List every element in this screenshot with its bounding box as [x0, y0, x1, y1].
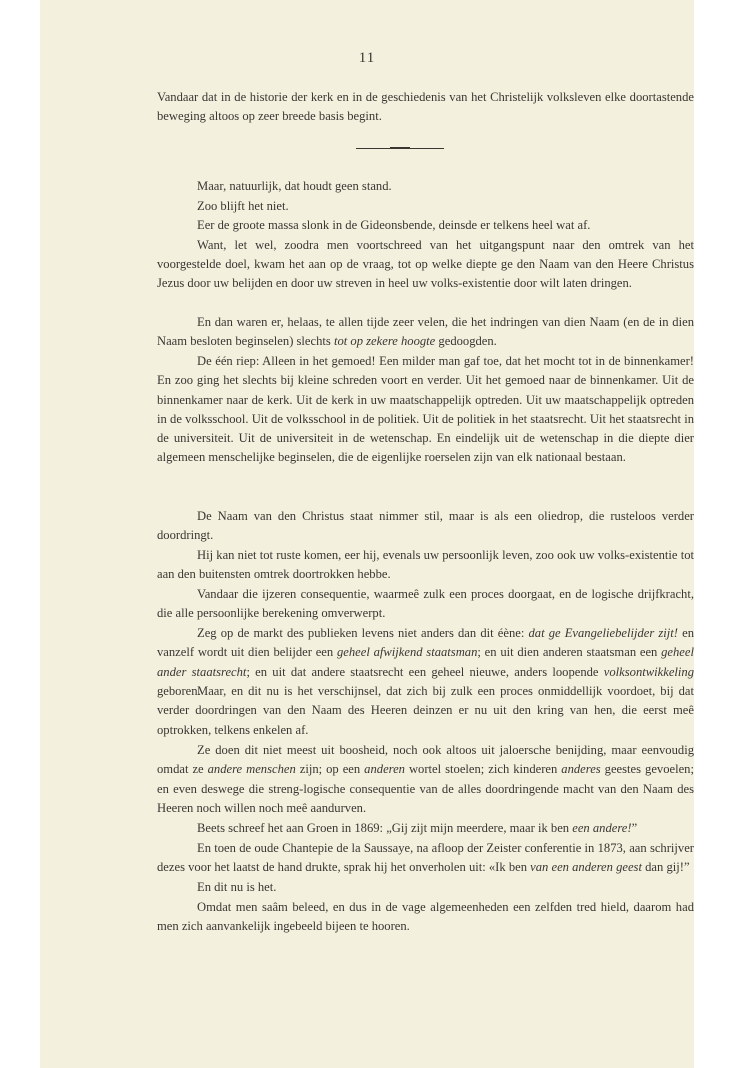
- paragraph-13: [157, 819, 694, 838]
- paragraph-2: [157, 197, 694, 216]
- text-run: Omdat men saâm beleed, en dus in de vage algemeenheden een zelfden tred hield, daarom had men zich aanvankelijk ingebeeld bijeen te hooren.: [157, 900, 694, 934]
- text-run: Maar, en dit nu is het verschijnsel, dat zich bij zulk een proces onmiddellijk voordoet, bij dat verder doordringen van den Naam des Heeren deinzen er nu uit den kring van hen, die eerst meê optrokken, telkens enkelen af.: [157, 684, 694, 737]
- text-run: geestes gevoelen; en even deswege die streng-logische consequentie van de alles doordringende macht van den Naam des Heeren noch willen noch meê aandurven.: [157, 762, 694, 815]
- text-run: De één riep: Alleen in het gemoed! Een milder man gaf toe, dat het mocht tot in de binnenkamer! En zoo ging het slechts bij kleine schreden voort en verder. Uit het gemoed naar de binnenkamer. Uit de binnenkamer naar de kerk. Uit de kerk in uw maatschappelijk optreden. Uit uw maatschappelijk optreden in de volksschool. Uit de volksschool in de politiek. Uit de politiek in het staatsrecht. Uit het staatsrecht in de universiteit. Uit de universiteit in de wetenschap. En eindelijk uit de wetenschap in die diepte dier algemeen menschelijke beginselen, die de eigenlijke roerselen zijn van elk nationaal bestaan.: [157, 354, 694, 465]
- text-run: wortel stoelen; zich kinderen: [404, 762, 562, 777]
- italic-phrase: dat ge Evangeliebelijder zijt!: [528, 626, 678, 640]
- intro-paragraph: Vandaar dat in de historie der kerk en in de geschiedenis van het Christelijk volksleven elke doortastende beweging altoos op zeer breede basis begint.: [157, 90, 694, 124]
- paragraph-6: [157, 352, 694, 468]
- text-run: Maar, natuurlijk, dat houdt geen stand.: [197, 179, 392, 193]
- italic-phrase: van een anderen geest: [530, 860, 642, 875]
- section-divider: [356, 148, 444, 149]
- scan-margin-right: [694, 0, 738, 1068]
- paragraph-16: [157, 898, 694, 937]
- text-run: dan gij!”: [641, 860, 690, 875]
- text-run: Zeg op de markt des publieken levens niet anders dan dit éène:: [197, 626, 529, 640]
- paragraph-4: [157, 236, 694, 294]
- text-run: Beets schreef het aan Groen in 1869: „Gij zijt mijn meerdere, maar ik ben: [197, 821, 573, 835]
- italic-phrase: volksontwikkeling: [603, 664, 694, 679]
- paragraph-9: [157, 585, 694, 624]
- paragraph-11: [157, 682, 694, 740]
- text-run: Eer de groote massa slonk in de Gideonsbende, deinsde er telkens heel wat af.: [197, 218, 591, 232]
- text-run: En dan waren er, helaas, te allen tijde zeer velen, die het indringen van dien Naam (en de in dien Naam besloten beginselen) slechts: [157, 315, 694, 349]
- paragraph-15: [157, 878, 694, 897]
- text-run: gedoogden.: [435, 334, 497, 349]
- text-run: Hij kan niet tot ruste komen, eer hij, evenals uw persoonlijk leven, zoo ook uw volks-existentie tot aan den buitensten omtrek doortrokken hebbe.: [157, 548, 694, 582]
- text-run: ; en uit dien anderen staatsman een: [477, 645, 662, 660]
- italic-phrase: anderen: [364, 762, 405, 777]
- text-run: En dit nu is het.: [197, 880, 277, 894]
- paragraph-14: [157, 839, 694, 878]
- text-run: geboren.: [157, 683, 201, 698]
- paragraph-8: [157, 546, 694, 585]
- text-run: ”: [631, 821, 638, 835]
- text-run: En toen de oude Chantepie de la Saussaye, na afloop der Zeister conferentie in 1873, aan schrijver dezes voor het laatst de hand drukte, sprak hij het onverholen uit: «Ik ben: [157, 841, 694, 875]
- paragraph-3: [157, 216, 694, 235]
- paragraph-1: [157, 177, 694, 196]
- book-page: [40, 0, 694, 1068]
- italic-phrase: anderes: [561, 762, 601, 777]
- scan-margin-left: [0, 0, 40, 1068]
- text-run: zijn; op een: [295, 762, 365, 777]
- paragraph-5: [157, 313, 694, 352]
- text-run: ; en uit dat andere staatsrecht een geheel nieuwe, anders loopende: [246, 664, 604, 679]
- page-number: 11: [358, 50, 376, 66]
- text-run: De Naam van den Christus staat nimmer stil, maar is als een oliedrop, die rusteloos verder doordringt.: [157, 509, 694, 543]
- italic-phrase: andere menschen: [207, 762, 296, 777]
- text-run: Ze doen dit niet meest uit boosheid, noch ook altoos uit jaloersche benijding, maar eenvoudig omdat ze: [157, 743, 694, 777]
- paragraph-7: [157, 507, 694, 546]
- italic-phrase: een andere!: [572, 821, 632, 835]
- italic-phrase: tot op zekere hoogte: [333, 334, 436, 349]
- text-run: en vanzelf wordt uit dien belijder een: [157, 626, 694, 660]
- paragraph-12: [157, 741, 694, 818]
- italic-phrase: geheel ander staatsrecht: [157, 645, 694, 679]
- text-run: Want, let wel, zoodra men voortschreed van het uitgangspunt naar den omtrek van het voorgestelde doel, kwam het aan op de vraag, tot op welke diepte ge den Naam van den Heere Christus Jezus door uw belijden en door uw streven in heel uw volks-existentie door wilt laten dringen.: [157, 237, 694, 291]
- italic-phrase: geheel afwijkend staatsman: [336, 645, 478, 660]
- text-run: Zoo blijft het niet.: [197, 198, 289, 213]
- text-run: Vandaar die ijzeren consequentie, waarmeê zulk een proces doorgaat, en de logische drijfkracht, die alle persoonlijke berekening omverwerpt.: [157, 587, 694, 621]
